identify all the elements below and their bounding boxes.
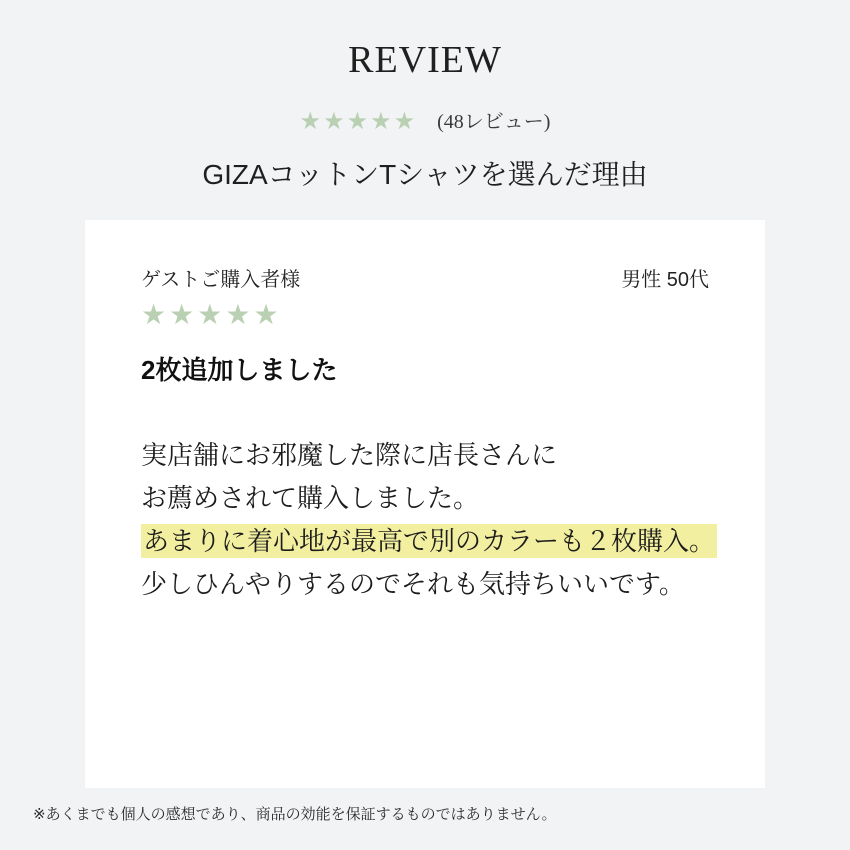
review-title: 2枚追加しました (141, 355, 338, 385)
star-rating (300, 110, 418, 134)
star-icon: ★ (197, 299, 226, 330)
body-text: 実店舗にお邪魔した際に店長さんに (141, 440, 558, 470)
reviewer-meta: 男性 50代 (621, 269, 709, 291)
body-text: 少しひんやりするのでそれも気持ちいいです。 (141, 569, 685, 599)
reviewer-name: ゲストご購入者様 (141, 269, 301, 291)
page-title: REVIEW (348, 39, 502, 81)
star-icon: ★ (346, 108, 371, 135)
review-count-label: (48レビュー) (437, 111, 551, 133)
review-card (85, 220, 765, 788)
disclaimer-text: ※あくまでも個人の感想であり、商品の効能を保証するものではありません。 (33, 806, 557, 823)
review-body-line (141, 485, 709, 512)
highlighted-text: あまりに着心地が最高で別のカラーも２枚購入。 (143, 526, 716, 556)
review-body-line (141, 526, 716, 556)
star-icon: ★ (323, 108, 347, 135)
star-icon: ★ (141, 299, 170, 330)
star-icon: ★ (299, 108, 324, 135)
review-body-line (141, 442, 709, 469)
review-body-line (141, 571, 709, 598)
star-icon: ★ (393, 108, 418, 135)
overall-rating (0, 106, 850, 138)
star-icon: ★ (370, 108, 394, 135)
body-text: お薦めされて購入しました。 (141, 483, 480, 513)
review-star-rating (141, 300, 709, 330)
star-icon: ★ (225, 299, 254, 330)
reviewer-row (141, 266, 709, 294)
review-body (141, 440, 716, 599)
star-icon: ★ (253, 299, 282, 330)
section-subtitle: GIZAコットンTシャツを選んだ理由 (202, 159, 648, 190)
star-icon: ★ (169, 299, 198, 330)
